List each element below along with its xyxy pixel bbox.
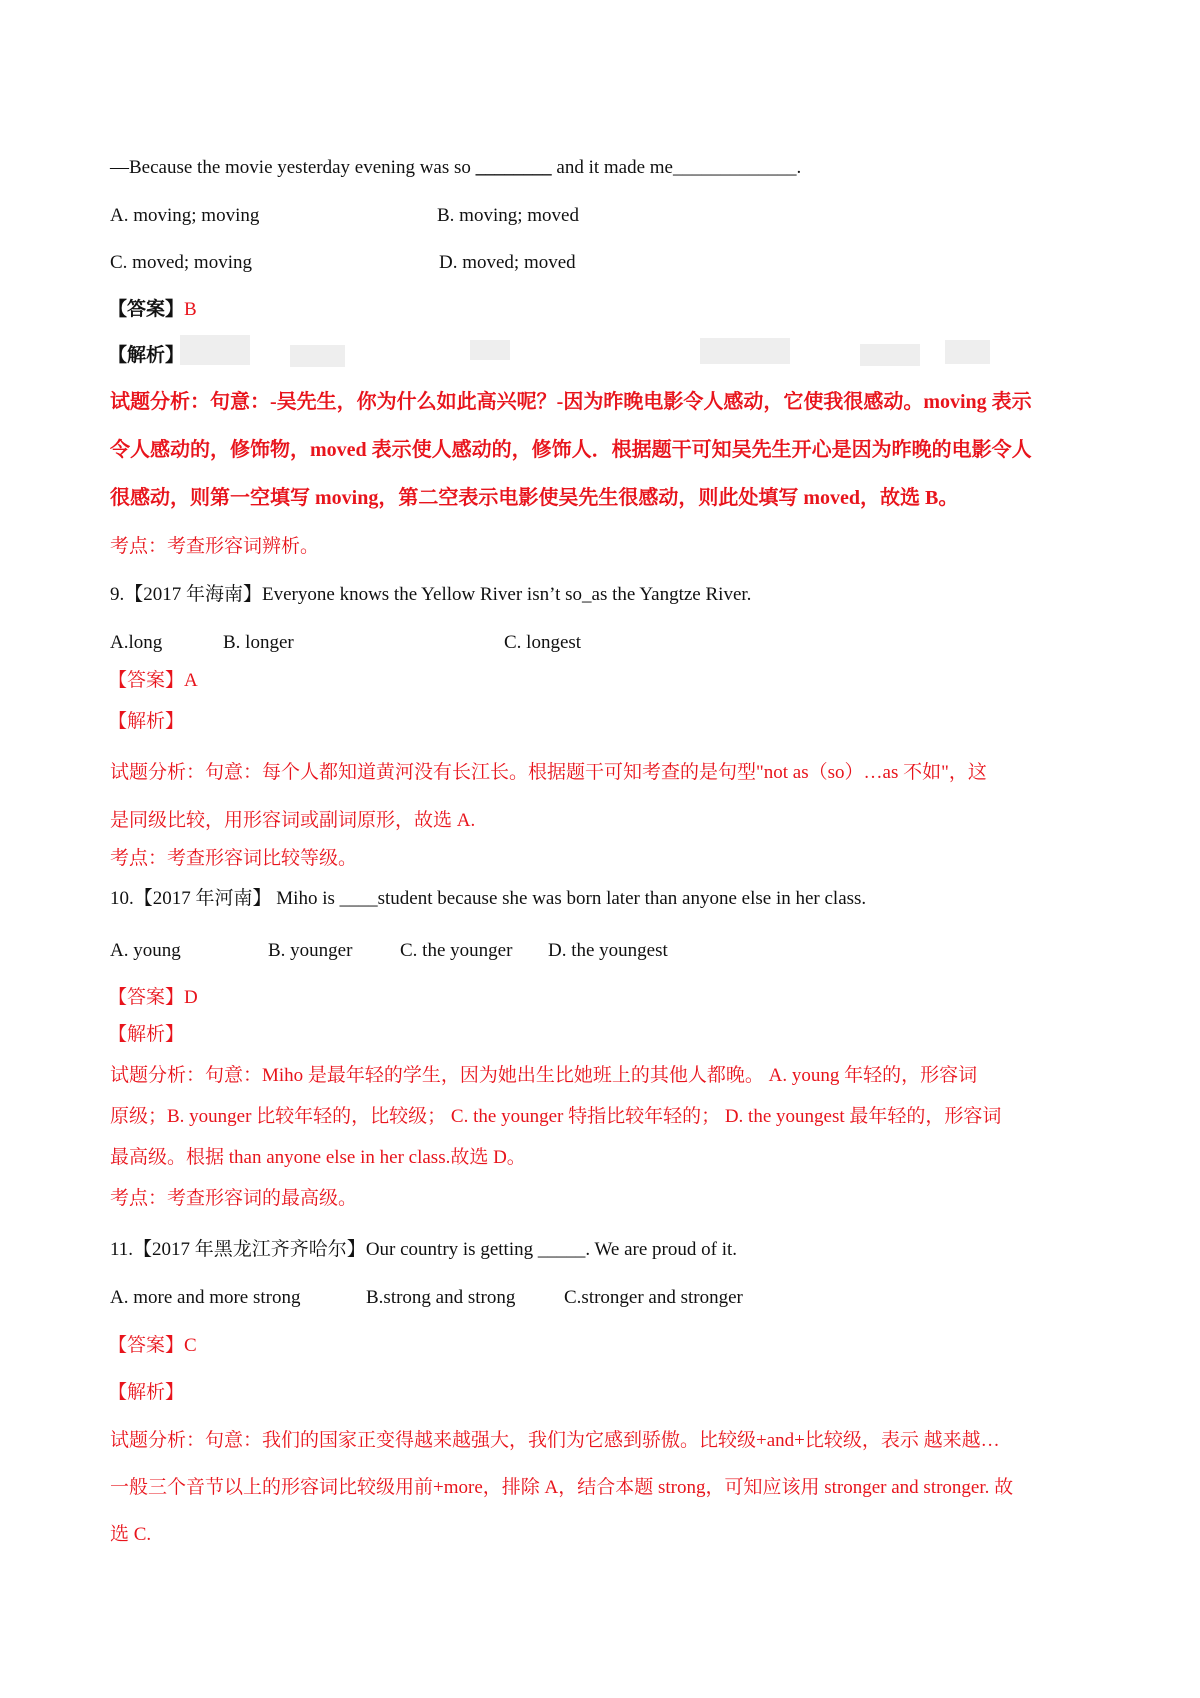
q8-analysis-label: 【解析】 bbox=[108, 345, 185, 366]
q8-analysis-line-2: 令人感动的，修饰物，moved 表示使人感动的，修饰人．根据题干可知吴先生开心是因为昨晚的电影令人 bbox=[110, 439, 1032, 461]
q9-stem: 9.【2017 年海南】Everyone knows the Yellow River isn’t so_as the Yangtze River. bbox=[110, 584, 752, 605]
q11-analysis-label: 【解析】 bbox=[108, 1382, 185, 1403]
q9-answer: 【答案】A bbox=[108, 670, 198, 691]
q10-answer: 【答案】D bbox=[108, 987, 198, 1008]
q11-answer: 【答案】C bbox=[108, 1335, 197, 1356]
q9-option-b: B. longer bbox=[223, 632, 294, 653]
q8-point: 考点：考查形容词辨析。 bbox=[110, 536, 320, 557]
q10-stem: 10.【2017 年河南】 Miho is ____student because she was born later than anyone else in her class. bbox=[110, 888, 867, 909]
q9-analysis-line-1: 试题分析：句意：每个人都知道黄河没有长江长。根据题干可知考查的是句型"not as（so）…as 不如"，这 bbox=[110, 762, 987, 783]
q11-analysis-line-3: 选 C. bbox=[110, 1524, 152, 1545]
q8-option-d: D. moved; moved bbox=[439, 252, 576, 273]
q11-analysis-line-1: 试题分析：句意：我们的国家正变得越来越强大，我们为它感到骄傲。比较级+and+比较级，表示 越来越… bbox=[110, 1430, 1000, 1451]
q10-analysis-label: 【解析】 bbox=[108, 1024, 185, 1045]
q8-answer: 【答案】B bbox=[108, 299, 197, 320]
q10-option-c: C. the younger bbox=[400, 940, 513, 961]
q8-option-c: C. moved; moving bbox=[110, 252, 252, 273]
q9-point: 考点：考查形容词比较等级。 bbox=[110, 848, 358, 869]
q11-option-b: B.strong and strong bbox=[366, 1287, 516, 1308]
q9-option-a: A.long bbox=[110, 632, 163, 653]
q10-option-b: B. younger bbox=[268, 940, 353, 961]
q10-analysis-line-1: 试题分析：句意：Miho 是最年轻的学生，因为她出生比她班上的其他人都晚。 A. young 年轻的，形容词 bbox=[110, 1065, 978, 1086]
q11-stem: 11.【2017 年黑龙江齐齐哈尔】Our country is getting _____. We are proud of it. bbox=[110, 1239, 737, 1260]
q10-analysis-line-3: 最高级。根据 than anyone else in her class.故选 D。 bbox=[110, 1147, 526, 1168]
q11-option-a: A. more and more strong bbox=[110, 1287, 301, 1308]
q8-analysis-line-1: 试题分析：句意：-吴先生，你为什么如此高兴呢？-因为昨晚电影令人感动，它使我很感动。moving 表示 bbox=[110, 391, 1032, 413]
q9-option-c: C. longest bbox=[504, 632, 582, 653]
q11-option-c: C.stronger and stronger bbox=[564, 1287, 743, 1308]
q10-point: 考点：考查形容词的最高级。 bbox=[110, 1188, 358, 1209]
q10-option-d: D. the youngest bbox=[548, 940, 668, 961]
q10-option-a: A. young bbox=[110, 940, 181, 961]
q11-analysis-line-2: 一般三个音节以上的形容词比较级用前+more，排除 A，结合本题 strong，可知应该用 stronger and stronger. 故 bbox=[110, 1477, 1014, 1498]
q9-analysis-line-2: 是同级比较，用形容词或副词原形，故选 A. bbox=[110, 810, 476, 831]
q8-option-a: A. moving; moving bbox=[110, 205, 260, 226]
q9-analysis-label: 【解析】 bbox=[108, 711, 185, 732]
q8-analysis-line-3: 很感动，则第一空填写 moving，第二空表示电影使吴先生很感动，则此处填写 moved，故选 B。 bbox=[110, 487, 959, 509]
q8-prompt: —Because the movie yesterday evening was so ________ and it made me_____________. bbox=[110, 157, 802, 178]
q8-option-b: B. moving; moved bbox=[437, 205, 579, 226]
q10-analysis-line-2: 原级；B. younger 比较年轻的，比较级； C. the younger 特指比较年轻的； D. the youngest 最年轻的，形容词 bbox=[110, 1106, 1002, 1127]
